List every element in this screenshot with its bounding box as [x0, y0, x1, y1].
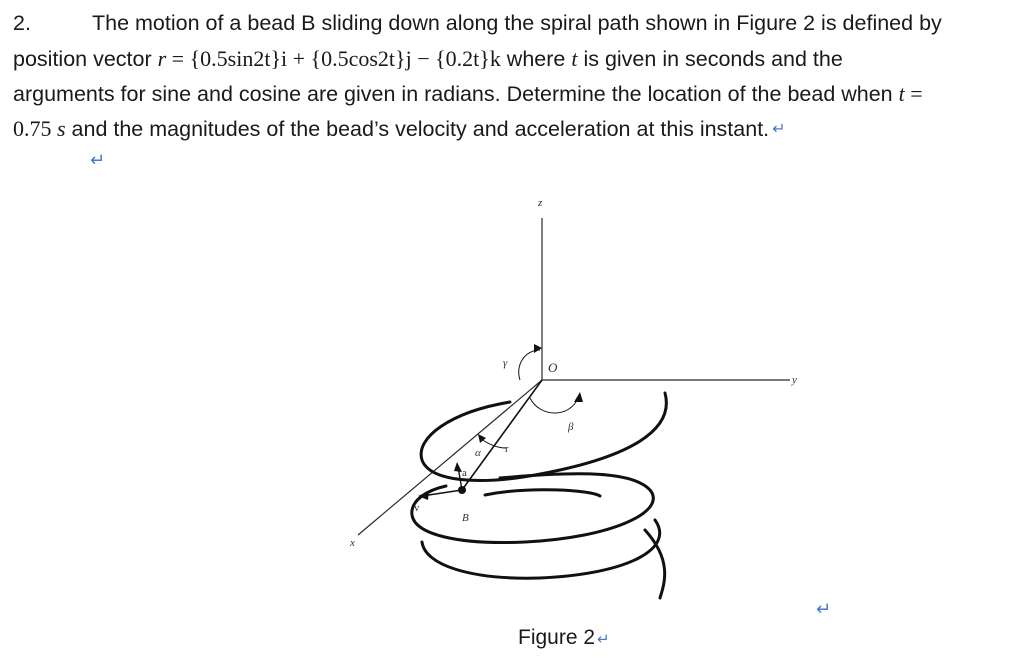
problem-number: 2. — [13, 11, 31, 35]
time-value: 0.75 — [13, 116, 57, 141]
bead-b — [458, 486, 466, 494]
figure-caption — [518, 626, 610, 650]
acceleration-arrowhead — [454, 462, 462, 472]
gamma-arc — [519, 350, 540, 380]
var-t: t — [571, 46, 578, 71]
label-x: x — [350, 537, 355, 549]
spiral-middle-loop — [412, 474, 653, 543]
label-z: z — [538, 197, 543, 209]
where-text: where — [500, 47, 572, 71]
spiral-figure — [330, 190, 810, 600]
label-alpha: α — [475, 447, 481, 459]
beta-arrowhead — [574, 392, 583, 402]
beta-arc — [530, 398, 578, 413]
label-bead: B — [462, 512, 469, 524]
time-unit: s — [57, 116, 66, 141]
figure-caption-text: Figure 2 — [518, 626, 596, 649]
var-r: r — [157, 46, 167, 71]
position-vector-label: position vector — [13, 47, 158, 71]
label-origin: O — [548, 360, 558, 375]
caption-return-mark-icon: ↵ — [597, 631, 610, 648]
label-beta: β — [568, 421, 574, 433]
x-axis — [358, 380, 542, 535]
problem-text-line-4: and the magnitudes of the bead’s velocity and acceleration at this instant. — [65, 117, 770, 141]
spiral-inner-segment — [485, 490, 600, 496]
problem-line-4 — [13, 111, 1013, 146]
position-vector-expression: {0.5sin2t}i + {0.5cos2t}j − {0.2t}k — [189, 46, 501, 71]
problem-statement — [13, 6, 1013, 146]
problem-line-3 — [13, 76, 1013, 111]
paragraph-mark-icon: ↵ — [90, 150, 106, 170]
label-y: y — [792, 374, 797, 386]
problem-line-2 — [13, 41, 1013, 76]
problem-text-line-3: arguments for sine and cosine are given in radians. Determine the location of the bead when — [13, 82, 899, 106]
spiral-path — [412, 393, 667, 598]
equals-sign-2: = — [904, 81, 923, 106]
label-a: a — [462, 467, 467, 479]
problem-text-line-2-end: is given in seconds and the — [577, 47, 843, 71]
equals-sign: = — [166, 46, 190, 71]
var-t-2: t — [898, 81, 905, 106]
problem-text-line-1: The motion of a bead B sliding down along the spiral path shown in Figure 2 is defined by — [92, 11, 942, 35]
gamma-arrowhead — [534, 344, 542, 353]
label-gamma: γ — [503, 357, 508, 369]
spiral-bottom-loop — [422, 520, 660, 578]
position-vector-r — [462, 380, 542, 490]
problem-line-1 — [13, 6, 1013, 41]
paragraph-mark-icon-2: ↵ — [816, 599, 832, 619]
label-r: r — [505, 443, 509, 455]
label-v: v — [414, 502, 420, 514]
return-mark-icon: ↵ — [772, 121, 786, 138]
spiral-tail — [645, 530, 665, 598]
